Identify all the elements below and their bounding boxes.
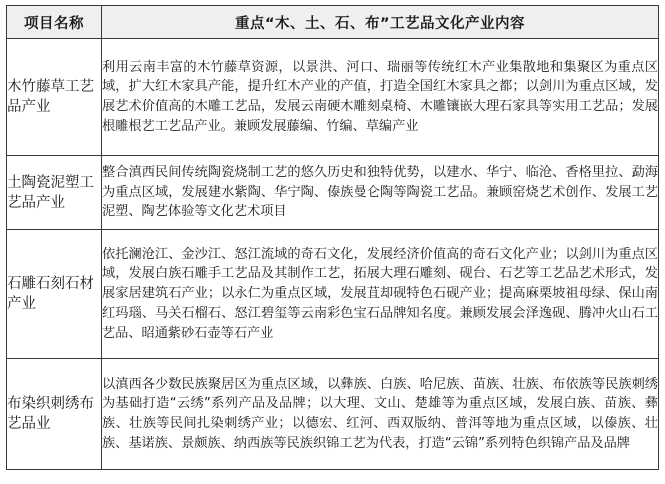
table-row [7, 230, 659, 359]
table-row [7, 156, 659, 230]
row-content: 依托澜沧江、金沙江、怒江流域的奇石文化，发展经济价值高的奇石文化产业；以剑川为重点区域，发展白族石雕手工艺品及其制作工艺，拓展大理石雕刻、砚台、石艺等工艺品艺术形式，发展家居建筑石产业；以永仁为重点区域，发展苴却砚特色石砚产业；提高麻栗坡祖母绿、保山南红玛瑙、马关石榴石、怒江碧玺等云南彩色宝石品牌知名度。兼顾发展会泽逸砚、腾冲火山石工艺品、昭通紫砂石壶等石产业 [102, 230, 659, 359]
row-project-name: 木竹藤草工艺品产业 [7, 39, 102, 156]
industry-content-table [6, 5, 659, 470]
header-project-name: 项目名称 [7, 6, 102, 39]
table-row [7, 359, 659, 470]
row-content: 利用云南丰富的木竹藤草资源，以景洪、河口、瑞丽等传统红木产业集散地和集聚区为重点区域，扩大红木家具产能，提升红木产业的产值，打造全国红木家具之都；以剑川为重点区域，发展艺术价值高的木雕工艺品，发展云南硬木雕刻桌椅、木雕镶嵌大理石家具等实用工艺品；发展根雕根艺工艺品产业。兼顾发展藤编、竹编、草编产业 [102, 39, 659, 156]
table-header-row [7, 6, 659, 39]
table-row [7, 39, 659, 156]
row-project-name: 石雕石刻石材产业 [7, 230, 102, 359]
row-content: 整合滇西民间传统陶瓷烧制工艺的悠久历史和独特优势，以建水、华宁、临沧、香格里拉、勐海为重点区域，发展建水紫陶、华宁陶、傣族曼仑陶等陶瓷工艺品。兼顾窑烧艺术创作、发展工艺泥塑、陶艺体验等文化艺术项目 [102, 156, 659, 230]
row-project-name: 土陶瓷泥塑工艺品产业 [7, 156, 102, 230]
header-industry-content: 重点“木、土、石、布”工艺品文化产业内容 [102, 6, 659, 39]
row-project-name: 布染织刺绣布艺品业 [7, 359, 102, 470]
row-content: 以滇西各少数民族聚居区为重点区域，以彝族、白族、哈尼族、苗族、壮族、布依族等民族刺绣为基础打造“云绣”系列产品及品牌；以大理、文山、楚雄等为重点区域，发展白族、苗族、彝族、壮族等民间扎染刺绣产业；以德宏、红河、西双版纳、普洱等地为重点区域，以傣族、壮族、基诺族、景颇族、纳西族等民族织锦工艺为代表，打造“云锦”系列特色织锦产品及品牌 [102, 359, 659, 470]
